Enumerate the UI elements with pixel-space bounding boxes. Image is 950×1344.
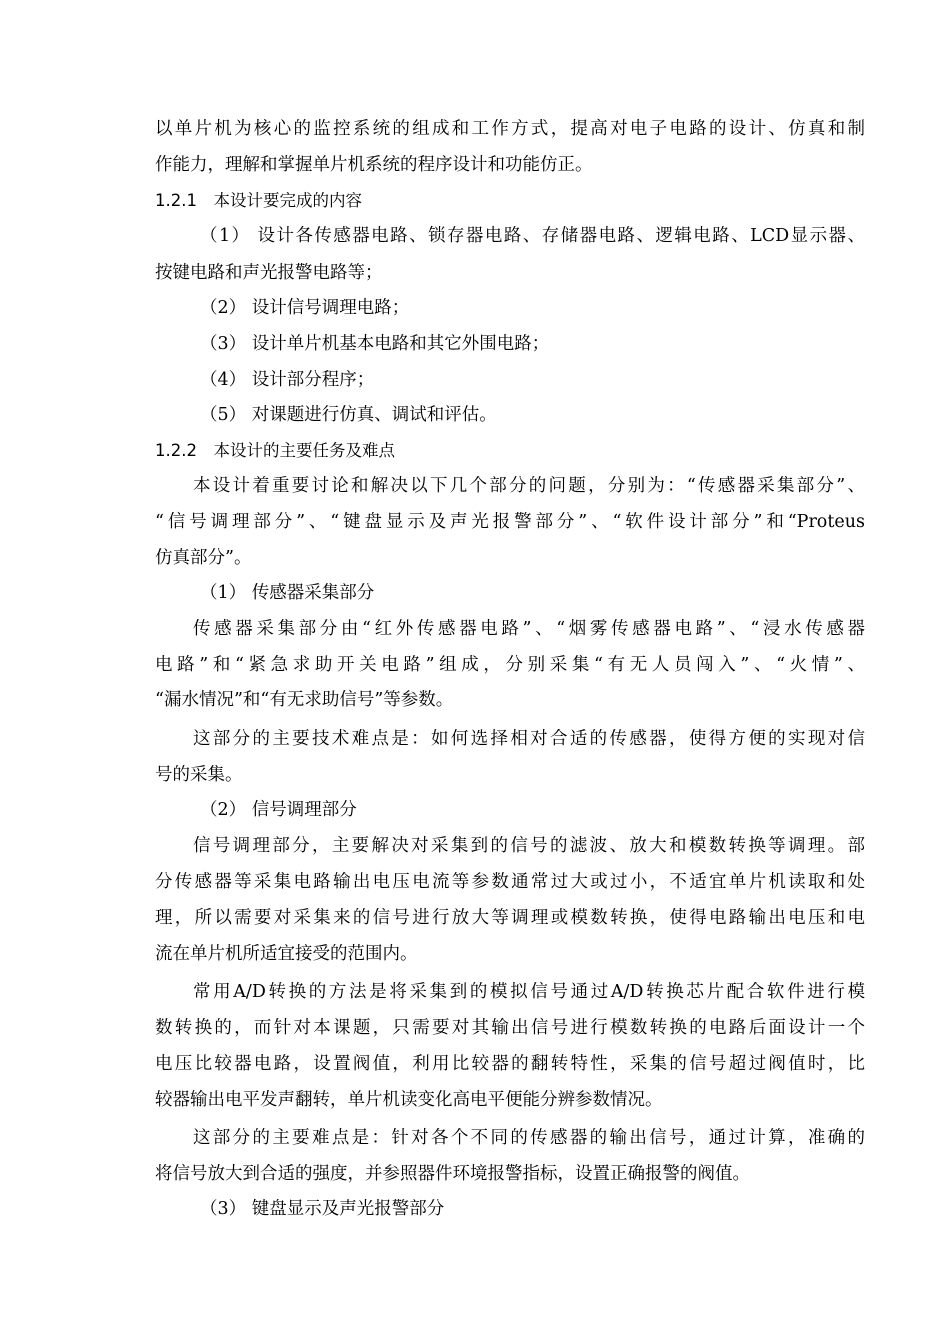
paragraph-line: 这部分的主要难点是：针对各个不同的传感器的输出信号，通过计算，准确的	[193, 1128, 865, 1148]
paragraph-line: “信号调理部分”、“键盘显示及声光报警部分”、“软件设计部分”和“Proteus	[155, 512, 865, 532]
paragraph-line: “漏水情况”和“有无求助信号”等参数。	[155, 690, 454, 710]
paragraph-line: 号的采集。	[155, 765, 243, 785]
paragraph-line: 数转换的，而针对本课题，只需要对其输出信号进行模数转换的电路后面设计一个	[155, 1018, 865, 1038]
paragraph-line: 流在单片机所适宜接受的范围内。	[155, 944, 418, 964]
paragraph-line: 分传感器等采集电路输出电压电流等参数通常过大或过小，不适宜单片机读取和处	[155, 872, 865, 892]
section-heading-1-2-1: 1.2.1 本设计要完成的内容	[155, 191, 362, 210]
paragraph-line: 较器输出电平发声翻转，单片机读变化高电平便能分辨参数情况。	[155, 1090, 663, 1110]
list-item-2: （2） 设计信号调理电路；	[200, 298, 410, 318]
paragraph-line: 按键电路和声光报警电路等；	[155, 263, 383, 283]
list-item-4: （4） 设计部分程序；	[200, 370, 375, 390]
paragraph-line: 传感器采集部分由“红外传感器电路”、“烟雾传感器电路”、“浸水传感器	[193, 619, 865, 639]
paragraph-line: 信号调理部分，主要解决对采集到的信号的滤波、放大和模数转换等调理。部	[193, 836, 865, 856]
paragraph-line: 电路”和“紧急求助开关电路”组成，分别采集“有无人员闯入”、“火情”、	[155, 655, 865, 675]
subsection-title-3: （3） 键盘显示及声光报警部分	[200, 1199, 445, 1219]
paragraph-line: 本设计着重要讨论和解决以下几个部分的问题，分别为：“传感器采集部分”、	[193, 476, 865, 496]
section-heading-1-2-2: 1.2.2 本设计的主要任务及难点	[155, 441, 395, 460]
subsection-title-2: （2） 信号调理部分	[200, 800, 357, 820]
paragraph-line: 理，所以需要对采集来的信号进行放大等调理或模数转换，使得电路输出电压和电	[155, 908, 865, 928]
list-item-1: （1） 设计各传感器电路、锁存器电路、存储器电路、逻辑电路、LCD显示器、	[200, 226, 865, 246]
list-item-3: （3） 设计单片机基本电路和其它外围电路；	[200, 334, 550, 354]
list-item-5: （5） 对课题进行仿真、调试和评估。	[200, 405, 497, 425]
subsection-title-1: （1） 传感器采集部分	[200, 583, 375, 603]
paragraph-line: 电压比较器电路，设置阀值，利用比较器的翻转特性，采集的信号超过阀值时，比	[155, 1054, 865, 1074]
paragraph-line: 仿真部分”。	[155, 548, 252, 568]
paragraph-line: 常用A/D转换的方法是将采集到的模拟信号通过A/D转换芯片配合软件进行模	[193, 982, 865, 1002]
paragraph-line: 将信号放大到合适的强度，并参照器件环境报警指标，设置正确报警的阀值。	[155, 1164, 750, 1184]
paragraph-line: 作能力，理解和掌握单片机系统的程序设计和功能仿正。	[155, 155, 593, 175]
paragraph-line: 这部分的主要技术难点是：如何选择相对合适的传感器，使得方便的实现对信	[193, 729, 865, 749]
paragraph-line: 以单片机为核心的监控系统的组成和工作方式，提高对电子电路的设计、仿真和制	[155, 119, 865, 139]
